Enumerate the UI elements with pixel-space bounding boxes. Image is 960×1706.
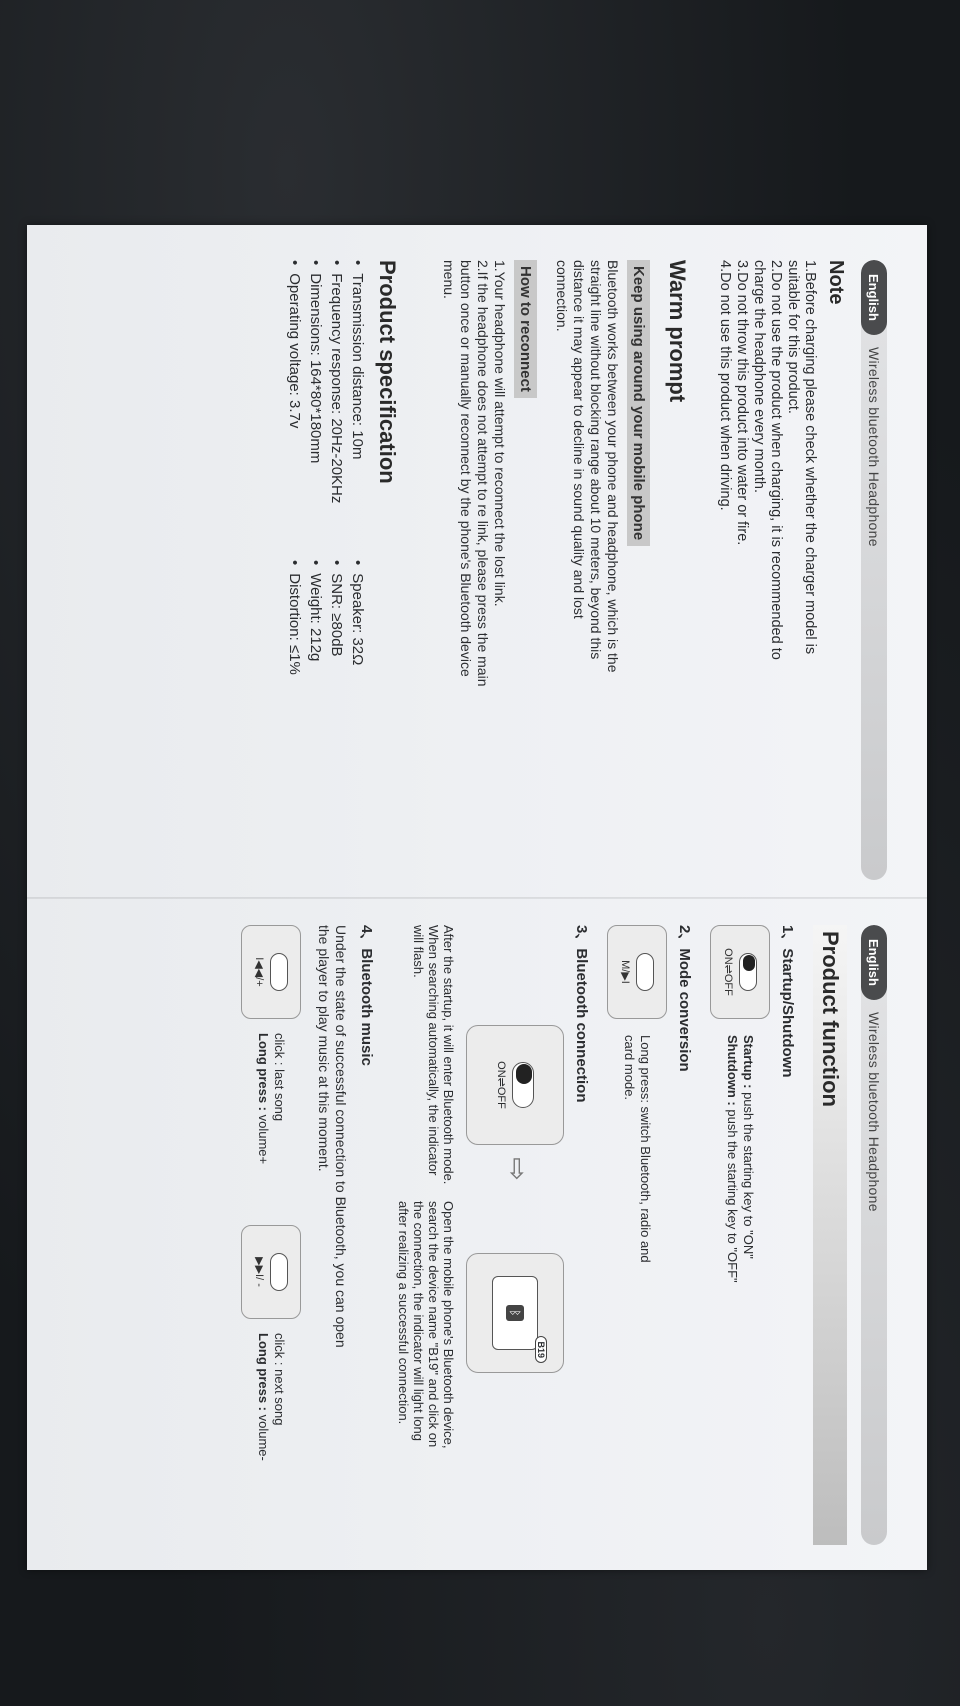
startup-label: Startup : bbox=[741, 1035, 756, 1089]
shutdown-label: Shutdown : bbox=[725, 1035, 740, 1106]
next-button-illustration bbox=[241, 1225, 301, 1319]
arrow-right-icon: ⇨ bbox=[502, 1157, 533, 1181]
reconnect-line: 2.If the headphone does not attempt to re link, please press the main bbox=[475, 260, 491, 687]
spec-item: • Operating voltage: 3.7v bbox=[286, 260, 303, 560]
next-control bbox=[241, 1225, 301, 1525]
startup-desc bbox=[724, 1035, 756, 1283]
phone-screen-icon bbox=[492, 1276, 546, 1358]
keep-line: straight line without blocking range about 10 meters, beyond this bbox=[588, 260, 604, 660]
headphone-switch-illustration bbox=[466, 1025, 564, 1145]
music-title: 4、Bluetooth music bbox=[358, 925, 375, 1066]
spec-item: • SNR: ≥80dB bbox=[328, 560, 345, 860]
keep-using-text bbox=[553, 260, 621, 880]
mode-button-illustration bbox=[607, 925, 667, 1019]
note-line: suitable for this product. bbox=[785, 260, 801, 414]
note-line: 2.Do not use the product when charging, it is recommended to bbox=[768, 260, 784, 660]
warm-prompt-title: Warm prompt bbox=[665, 260, 690, 403]
mode-title: 2、Mode conversion bbox=[676, 925, 693, 1072]
prev-control bbox=[241, 925, 301, 1225]
header-title: Wireless bluetooth Headphone bbox=[866, 346, 882, 547]
note-line: charge the headphone every month. bbox=[751, 260, 767, 493]
startup-title: 1、Startup/Shutdown bbox=[779, 925, 796, 1078]
bluetooth-startup-text: After the startup, it will enter Bluetooth mode. When searching automatically, the indicator will flash. bbox=[411, 925, 456, 1185]
startup-row bbox=[710, 925, 770, 1545]
mode-button-icon bbox=[637, 953, 655, 991]
music-controls bbox=[241, 925, 301, 1545]
left-page bbox=[57, 260, 887, 880]
right-page bbox=[57, 925, 887, 1545]
language-label: English bbox=[861, 925, 887, 1000]
bluetooth-connect-text: Open the mobile phone's Bluetooth device, search the device name "B19" and click on the connection, the indicator will light long after realizing a successful connection. bbox=[396, 1201, 456, 1449]
toggle-switch-icon bbox=[513, 1062, 535, 1108]
left-header-bar bbox=[861, 260, 887, 880]
right-header-bar bbox=[861, 925, 887, 1545]
next-button-label: ▶▶I/ - bbox=[253, 1257, 266, 1287]
prev-desc bbox=[255, 1033, 287, 1164]
page-fold bbox=[27, 897, 927, 899]
music-desc-line: the player to play music at this moment. bbox=[316, 925, 332, 1172]
prev-click-text: click : last song bbox=[272, 1033, 287, 1122]
reconnect-line: menu. bbox=[441, 260, 457, 299]
spec-title: Product specification bbox=[375, 260, 400, 484]
mode-desc-line: Long press: switch Bluetooth, radio and bbox=[638, 1035, 653, 1263]
next-desc bbox=[255, 1333, 287, 1461]
keep-line: Bluetooth works between your phone and headphone, which is the bbox=[605, 260, 621, 673]
bluetooth-illustrations bbox=[466, 925, 564, 1545]
mode-desc bbox=[621, 1035, 653, 1263]
header-title: Wireless bluetooth Headphone bbox=[866, 1011, 882, 1212]
spec-item: • Distortion: ≤1% bbox=[286, 560, 303, 860]
music-desc bbox=[315, 925, 349, 1545]
reconnect-line: 1.Your headphone will attempt to reconnect the lost link. bbox=[492, 260, 508, 607]
toggle-switch-icon bbox=[740, 953, 758, 991]
reconnect-line: button once or manually reconnect by the phone's Bluetooth device bbox=[458, 260, 474, 677]
note-title: Note bbox=[825, 260, 847, 305]
note-line: 4.Do not use this product when driving. bbox=[717, 260, 733, 511]
keep-using-tag: Keep using around your mobile phone bbox=[627, 260, 650, 546]
keep-line: connection. bbox=[554, 260, 570, 332]
reconnect-text bbox=[440, 260, 508, 880]
product-function-band bbox=[813, 925, 847, 1545]
language-label: English bbox=[861, 260, 887, 335]
mode-desc-line: card mode. bbox=[622, 1035, 637, 1101]
product-function-title: Product function bbox=[818, 931, 843, 1107]
spec-item: • Speaker: 32Ω bbox=[349, 560, 366, 860]
keep-line: distance it may appear to decline in sound quality and lost bbox=[571, 260, 587, 619]
spec-item: • Weight: 212g bbox=[307, 560, 324, 860]
spec-list bbox=[286, 260, 366, 880]
prev-button-illustration bbox=[241, 925, 301, 1019]
spec-item: • Frequency response: 20Hz-20KHz bbox=[328, 260, 345, 560]
note-line: 1.Before charging please check whether the charger model is bbox=[802, 260, 818, 655]
prev-long-text: volume+ bbox=[256, 1111, 271, 1165]
next-long-text: volume- bbox=[256, 1411, 271, 1461]
next-click-text: click : next song bbox=[272, 1333, 287, 1426]
next-button-icon bbox=[271, 1253, 289, 1291]
spec-item: • Transmission distance: 10m bbox=[349, 260, 366, 560]
bluetooth-icon: ᛒ bbox=[506, 1305, 524, 1321]
note-line: 3.Do not throw this product into water or fire. bbox=[734, 260, 750, 546]
device-name-badge: B19 bbox=[535, 1336, 547, 1363]
mode-row bbox=[607, 925, 667, 1545]
note-text bbox=[716, 260, 818, 880]
startup-text: push the starting key to "ON" bbox=[741, 1088, 756, 1259]
music-desc-line: Under the state of successful connection to Bluetooth, you can open bbox=[333, 925, 349, 1348]
prev-long-label: Long press : bbox=[256, 1033, 271, 1112]
shutdown-text: push the starting key to "OFF" bbox=[725, 1105, 740, 1283]
prev-button-label: I◀◀/+ bbox=[253, 957, 266, 987]
bluetooth-texts bbox=[396, 925, 456, 1545]
mode-button-label: M/▶I bbox=[619, 960, 632, 984]
power-switch-label: ON⇌OFF bbox=[722, 948, 735, 996]
bluetooth-title: 3、Bluetooth connection bbox=[573, 925, 590, 1103]
paper bbox=[27, 225, 927, 1570]
next-long-label: Long press : bbox=[256, 1333, 271, 1412]
spec-item: • Dimensions: 164*80*180mm bbox=[307, 260, 324, 560]
power-switch-illustration bbox=[710, 925, 770, 1019]
switch-label: ON⇌OFF bbox=[495, 1061, 508, 1109]
phone-illustration bbox=[466, 1253, 564, 1373]
reconnect-tag: How to reconnect bbox=[514, 260, 537, 398]
prev-button-icon bbox=[271, 953, 289, 991]
